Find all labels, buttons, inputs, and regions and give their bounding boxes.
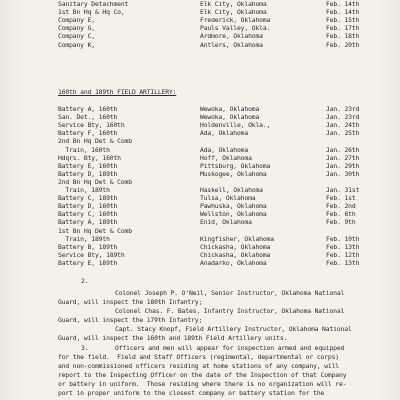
unit-location: Ada, Oklahoma [200, 145, 249, 154]
inspection-date: Feb. 1st [326, 194, 356, 203]
paragraph-3-line: and non-commissioned officers residing at home stations of any company, will [58, 362, 340, 370]
unit-name: Battery F, 160th [58, 129, 118, 138]
inspection-date: Feb. 20th [326, 40, 360, 49]
unit-location: Antlers, Oklahoma [200, 40, 263, 49]
inspection-date: Jan. 23rd [326, 105, 360, 113]
inspection-date: Feb. 18th [326, 32, 360, 41]
unit-name: Battery D, 160th [58, 202, 118, 211]
unit-name: Company C, [58, 32, 95, 41]
unit-location: Anadarko, Oklahoma [200, 258, 267, 267]
paragraph-3-line: for the field. Field and Staff Officers (regimental, departmental or corps) [58, 353, 340, 361]
paragraph-2-number: 2. [81, 277, 89, 285]
unit-name: Company E, [58, 16, 95, 25]
unit-name: Train, 189th [58, 186, 110, 194]
unit-location: Ardmore, Oklahoma [200, 32, 263, 41]
unit-name: San. Det., 160th [58, 113, 118, 122]
paragraph-3-line: or battery in uniform. Those residing where there is no organization will re- [58, 380, 347, 388]
unit-location: Tulsa, Oklahoma [200, 194, 256, 203]
inspection-date: Feb. 14th [326, 8, 360, 17]
unit-location: Wellston, Oklahoma [200, 210, 267, 219]
paragraph-3-line: Officers and men will appear for inspection armed and equipped [115, 344, 345, 352]
unit-name: Sanitary Detachment [58, 0, 129, 8]
unit-location: Chickasha, Oklahoma [200, 242, 271, 251]
paragraph-2-line: Guard, will inspect the 180th Infantry; [58, 298, 203, 306]
unit-location: Enid, Oklahoma [200, 218, 252, 227]
section-heading: 160th and 189th FIELD ARTILLERY: [58, 88, 177, 96]
paragraph-3-line: report to the Inspecting Officer on the date of the Inspection of that Company [58, 371, 347, 379]
unit-location: Ada, Oklahoma [200, 129, 249, 138]
unit-location: Pittsburg, Oklahoma [200, 161, 271, 170]
inspection-date: Feb. 15th [326, 16, 360, 25]
unit-name: Battery E, 189th [58, 258, 118, 267]
inspection-date: Feb. 13th [326, 242, 360, 251]
unit-name: Battery A, 160th [58, 105, 118, 113]
inspection-date: Feb. 17th [326, 24, 360, 33]
paragraph-3-line: port in proper uniform to the closest company or battery station for the [58, 389, 325, 397]
unit-name: Hdqrs. Bty, 160th [58, 153, 121, 162]
unit-location: Pawhuska, Oklahoma [200, 202, 267, 211]
unit-name: Company K, [58, 40, 95, 49]
unit-location: Chickasha, Oklahoma [200, 250, 271, 259]
unit-name: Train, 189th [58, 234, 110, 243]
unit-name: 2nd Bn Hq Det & Comb [58, 177, 132, 186]
unit-location: Haskell, Oklahoma [200, 186, 263, 194]
unit-location: Wewoka, Oklahoma [200, 113, 260, 122]
unit-location: Hoff, Oklahoma [200, 153, 252, 162]
inspection-date: Jan. 26th [326, 145, 360, 154]
paragraph-2-line: Capt. Stacy Knopf, Field Artillery Instructor, Oklahoma National [115, 325, 352, 333]
unit-name: Train, 160th [58, 145, 110, 154]
unit-name: 2nd Bn Hq Det & Comb [58, 137, 132, 146]
unit-location: Kingfisher, Oklahoma [200, 234, 274, 243]
unit-name: Company G, [58, 24, 95, 33]
inspection-date: Jan. 27th [326, 153, 360, 162]
unit-location: Muskogee, Oklahoma [200, 169, 267, 178]
unit-name: Battery E, 160th [58, 161, 118, 170]
paragraph-2-line: Guard, will inspect the 160th and 189th Field Artillery units. [58, 334, 288, 342]
inspection-date: Feb. 9th [326, 218, 356, 227]
unit-name: Battery B, 189th [58, 242, 118, 251]
unit-location: Wewoka, Oklahoma [200, 105, 260, 113]
unit-location: Elk City, Oklahoma [200, 8, 267, 17]
paragraph-2-line: Colonel Joseph P. O'Neil, Senior Instructor, Oklahoma National [115, 289, 345, 297]
unit-name: 1st Bn Hq & Hq Co, [58, 8, 125, 17]
inspection-date: Feb. 2nd [326, 202, 356, 211]
inspection-date: Feb. 10th [326, 234, 360, 243]
unit-name: Battery D, 189th [58, 169, 118, 178]
inspection-date: Jan. 31st [326, 186, 360, 194]
paragraph-2-line: Guard, will inspect the 179th Infantry; [58, 316, 203, 324]
paragraph-2-line: Colonel Chas. F. Bates, Infantry Instructor, Oklahoma National [115, 307, 345, 315]
inspection-date: Jan. 24th [326, 121, 360, 130]
unit-name: Service Bty, 160th [58, 121, 125, 130]
inspection-date: Jan. 30th [326, 169, 360, 178]
unit-location: Pauls Valley, Okla. [200, 24, 271, 33]
unit-name: 1st Bn Hq Det & Comb [58, 226, 132, 235]
unit-name: Battery A, 189th [58, 218, 118, 227]
inspection-date: Jan. 25th [326, 129, 360, 138]
inspection-date: Jan. 29th [326, 161, 360, 170]
inspection-date: Jan. 23rd [326, 113, 360, 122]
inspection-date: Feb. 14th [326, 0, 360, 8]
paragraph-3-number: 3. [81, 344, 89, 352]
schedule-row [0, 42, 400, 50]
unit-name: Battery C, 160th [58, 210, 118, 219]
unit-location: Frederick, Oklahoma [200, 16, 271, 25]
inspection-date: Feb. 13th [326, 258, 360, 267]
unit-name: Battery C, 189th [58, 194, 118, 203]
inspection-date: Feb. 6th [326, 210, 356, 219]
unit-name: Service Bty, 189th [58, 250, 125, 259]
unit-location: Elk City, Oklahoma [200, 0, 267, 8]
inspection-date: Feb. 12th [326, 250, 360, 259]
unit-location: Holdenville, Okla., [200, 121, 271, 130]
schedule-row [0, 260, 400, 268]
